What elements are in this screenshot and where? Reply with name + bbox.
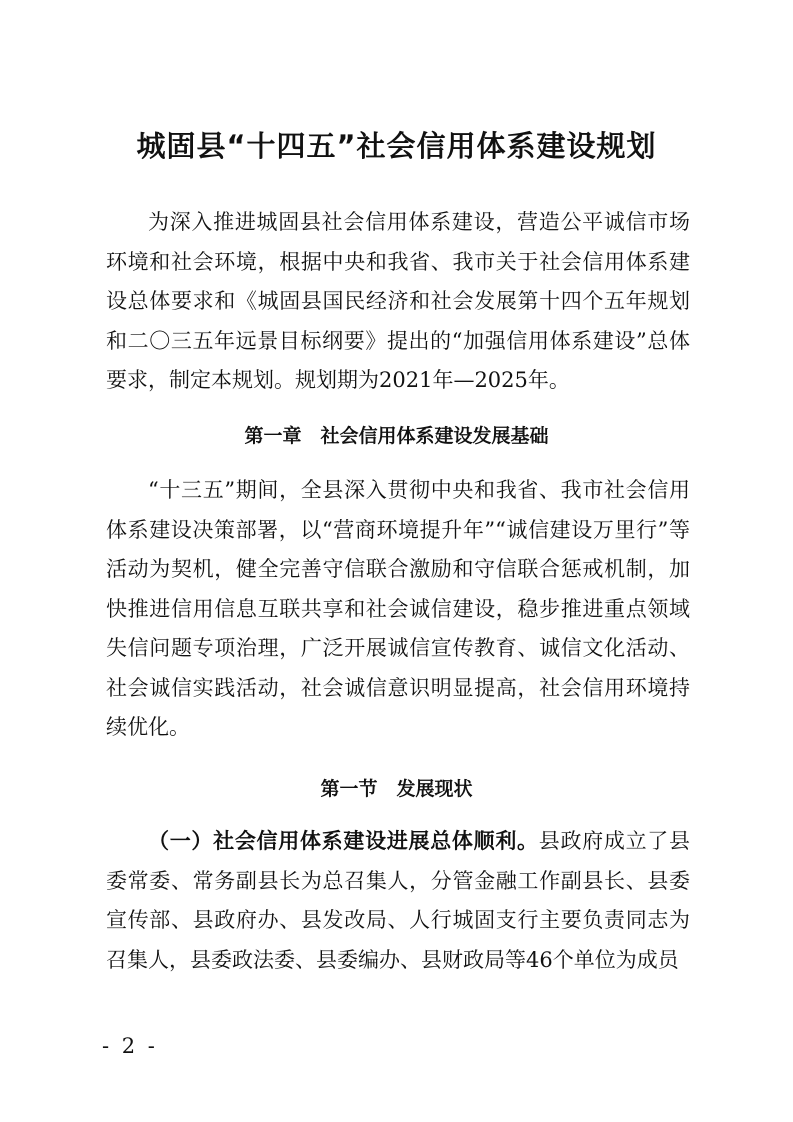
intro-paragraph: 为深入推进城固县社会信用体系建设，营造公平诚信市场环境和社会环境，根据中央和我省、我市关于社会信用体系建设总体要求和《城固县国民经济和社会发展第十四个五年规划和二〇三五年远景目标纲要》提出的“加强信用体系建设”总体要求，制定本规划。规划期为2021年—2025年。 — [106, 210, 690, 392]
document-title: 城固县“十四五”社会信用体系建设规划 — [136, 129, 657, 163]
section-paragraph-text: 县政府成立了县委常委、常务副县长为总召集人，分管金融工作副县长、县委宣传部、县政府办、县发改局、人行城固支行主要负责同志为召集人，县委政法委、县委编办、县财政局等46个单位为成员 — [106, 829, 690, 972]
section-heading: 第一节 发展现状 — [320, 778, 473, 800]
section-lead-sentence: （一）社会信用体系建设进展总体顺利。 — [148, 829, 539, 853]
chapter-heading: 第一章 社会信用体系建设发展基础 — [244, 425, 549, 447]
page-number: - 2 - — [102, 1034, 158, 1058]
section-paragraph — [106, 822, 690, 980]
chapter-paragraph: “十三五”期间，全县深入贯彻中央和我省、我市社会信用体系建设决策部署，以“营商环境提升年”“诚信建设万里行”等活动为契机，健全完善守信联合激励和守信联合惩戒机制，加快推进信用信息互联共享和社会诚信建设，稳步推进重点领域失信问题专项治理，广泛开展诚信宣传教育、诚信文化活动、社会诚信实践活动，社会诚信意识明显提高，社会信用环境持续优化。 — [106, 478, 690, 739]
